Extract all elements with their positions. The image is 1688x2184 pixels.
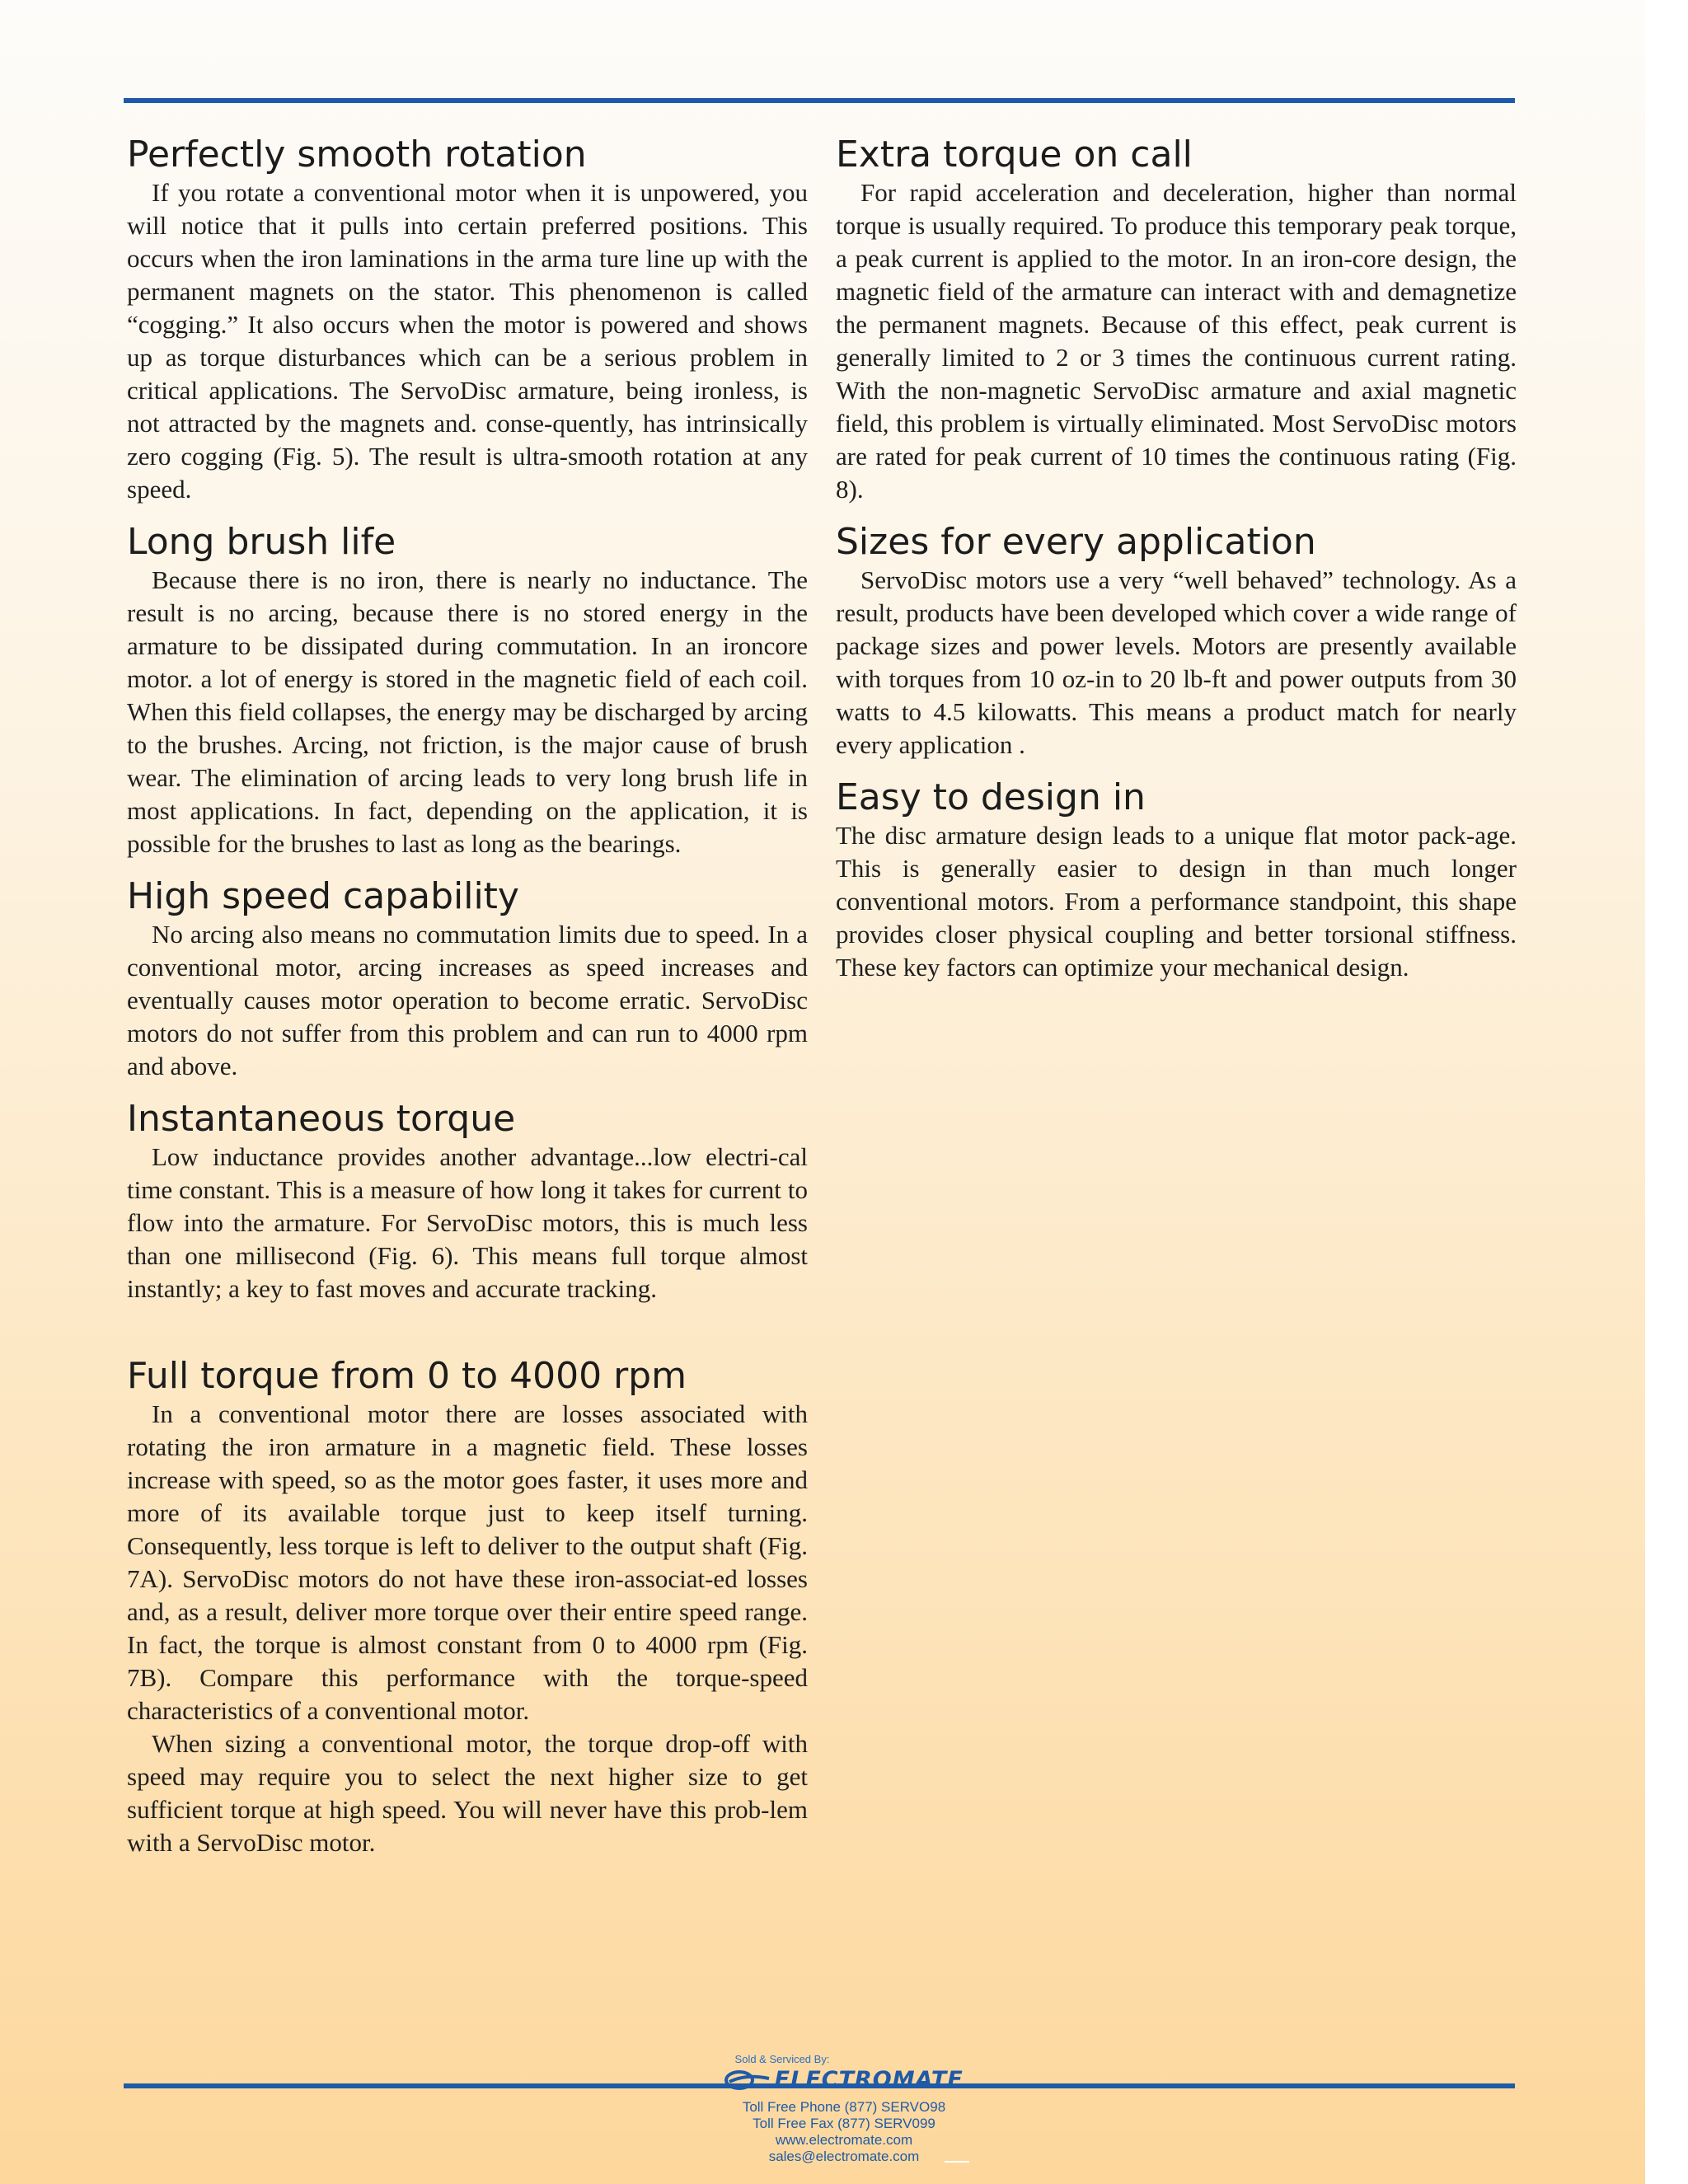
section-paragraph: For rapid acceleration and deceleration, higher than normal torque is usually required. To produce this temporary peak torque, a peak current is applied to the motor. In an iron-core design, the magnetic field of the armature can interact with and demagnetize the permanent magnets. Because of this effect, peak current is generally limited to 2 or 3 times the continuous current rating. With the non-magnetic ServoDisc armature and axial magnetic field, this problem is virtually eliminated. Most ServoDisc motors are rated for peak current of 10 times the continuous rating (Fig. 8).	[836, 178, 1517, 504]
section-heading: High speed capability	[127, 875, 519, 917]
right-margin-strip	[1645, 0, 1688, 2184]
section-full-torque	[127, 1355, 808, 1859]
electromate-swoosh-icon	[724, 2070, 771, 2090]
sold-by-label: Sold & Serviced By:	[734, 2053, 830, 2065]
section-extra-torque	[836, 134, 1517, 506]
section-paragraph: In a conventional motor there are losses associated with rotating the iron armature in a magnetic field. These losses increase with speed, so as the motor goes faster, it uses more and more of its available torque just to keep itself turning. Consequently, less torque is left to deliver to the output shaft (Fig. 7A). ServoDisc motors do not have these iron-associat-ed losses and, as a result, deliver more torque over their entire speed range. In fact, the torque is almost constant from 0 to 4000 rpm (Fig. 7B). Compare this performance with the torque-speed characteristics of a conventional motor.	[127, 1399, 808, 1725]
section-heading: Perfectly smooth rotation	[127, 134, 587, 176]
section-sizes	[836, 521, 1517, 762]
section-easy-design	[836, 776, 1517, 984]
section-paragraph: Low inductance provides another advantage...low electri-cal time constant. This is a measure of how long it takes for current to flow into the armature. For ServoDisc motors, this is much less than one millisecond (Fig. 6). This means full torque almost instantly; a key to fast moves and accurate tracking.	[127, 1142, 808, 1303]
section-paragraph: ServoDisc motors use a very “well behaved” technology. As a result, products have been developed which cover a wide range of package sizes and power levels. Motors are presently available with torques from 10 oz-in to 20 lb-ft and power outputs from 30 watts to 4.5 kilowatts. This means a product match for nearly every application .	[836, 565, 1517, 759]
right-column	[836, 134, 1517, 999]
section-smooth-rotation	[127, 134, 808, 506]
section-heading: Long brush life	[127, 521, 396, 563]
footer	[0, 2054, 1688, 2165]
website-link[interactable]: www.electromate.com	[775, 2132, 913, 2148]
top-rule	[124, 98, 1515, 103]
section-high-speed	[127, 875, 808, 1083]
trim-mark	[945, 2161, 969, 2163]
section-heading: Instantaneous torque	[127, 1098, 516, 1140]
left-column	[127, 134, 808, 1874]
section-heading: Full torque from 0 to 4000 rpm	[127, 1355, 687, 1397]
section-paragraph: Because there is no iron, there is nearly no inductance. The result is no arcing, because there is no stored energy in the armature to be dissipated during commutation. In an ironcore motor. a lot of energy is stored in the magnetic field of each coil. When this field collapses, the energy may be discharged by arcing to the brushes. Arcing, not friction, is the major cause of brush wear. The elimination of arcing leads to very long brush life in most applications. In fact, depending on the application, it is possible for the brushes to last as long as the bearings.	[127, 565, 808, 858]
section-heading: Extra torque on call	[836, 134, 1193, 176]
section-brush-life	[127, 521, 808, 860]
section-paragraph: The disc armature design leads to a unique flat motor pack-age. This is generally easier to design in than much longer conventional motors. From a performance standpoint, this shape provides closer physical coupling and better torsional stiffness. These key factors can optimize your mechanical design.	[836, 821, 1517, 982]
section-heading: Easy to design in	[836, 776, 1146, 818]
electromate-logo	[718, 2067, 970, 2093]
brand-name: ELECTROMATE	[774, 2067, 964, 2093]
contact-info	[0, 2099, 1688, 2165]
email-link[interactable]: sales@electromate.com	[768, 2149, 920, 2164]
section-paragraph: When sizing a conventional motor, the torque drop-off with speed may require you to select the next higher size to get sufficient torque at high speed. You will never have this prob-lem with a ServoDisc motor.	[127, 1729, 808, 1857]
section-instantaneous-torque	[127, 1098, 808, 1305]
fax-number: Toll Free Fax (877) SERV099	[753, 2116, 935, 2131]
section-paragraph: No arcing also means no commutation limits due to speed. In a conventional motor, arcing increases as speed increases and eventually causes motor operation to become erratic. ServoDisc motors do not suffer from this problem and can run to 4000 rpm and above.	[127, 920, 808, 1080]
section-heading: Sizes for every application	[836, 521, 1316, 563]
section-paragraph: If you rotate a conventional motor when it is unpowered, you will notice that it pulls into certain preferred positions. This occurs when the iron laminations in the arma ture line up with the permanent magnets on the stator. This phenomenon is called “cogging.” It also occurs when the motor is powered and shows up as torque disturbances which can be a serious problem in critical applications. The ServoDisc armature, being ironless, is not attracted by the magnets and. conse-quently, has intrinsically zero cogging (Fig. 5). The result is ultra-smooth rotation at any speed.	[127, 178, 808, 504]
phone-number: Toll Free Phone (877) SERVO98	[742, 2099, 946, 2115]
